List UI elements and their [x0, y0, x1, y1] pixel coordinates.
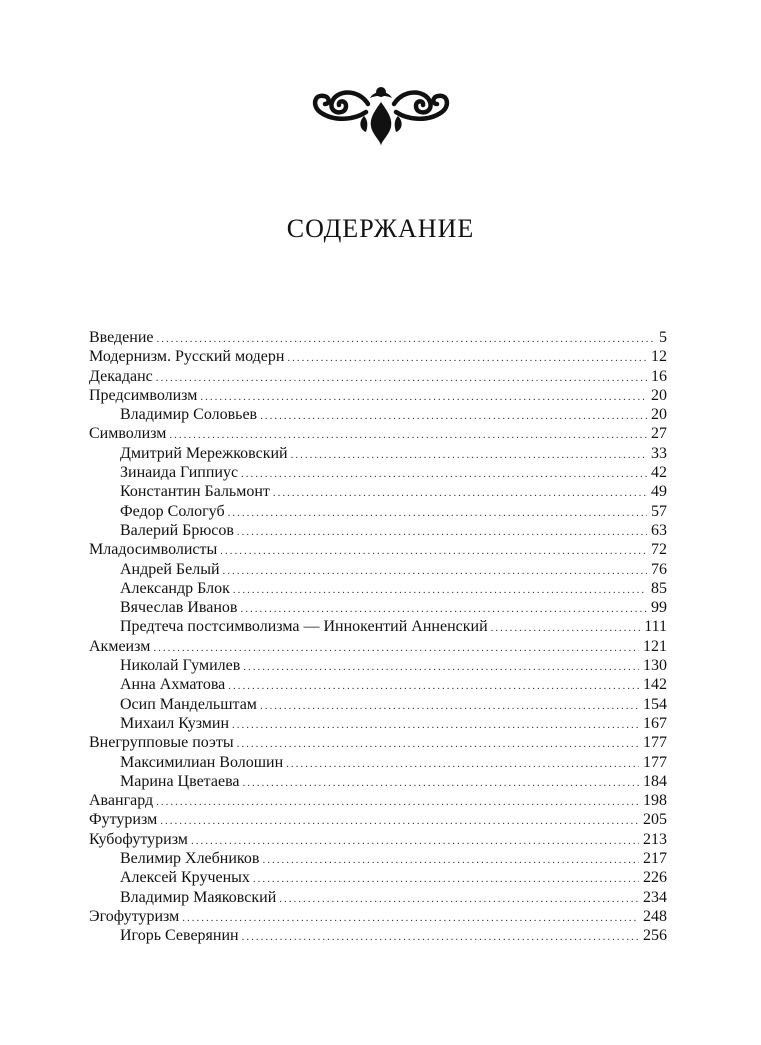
toc-dot-leader	[243, 658, 639, 677]
toc-entry	[89, 521, 667, 540]
toc-entry-page: 226	[643, 869, 667, 887]
toc-entry-title: Владимир Соловьев	[120, 406, 258, 424]
toc-entry-title: Введение	[89, 329, 154, 346]
toc-entry-title: Предтеча постсимволизма — Иннокентий Анненский	[120, 618, 488, 636]
toc-entry-title: Младосимволисты	[89, 541, 218, 559]
toc-entry-title: Предсимволизм	[89, 386, 198, 404]
toc-entry	[89, 714, 667, 733]
toc-entry-page: 42	[651, 464, 667, 482]
toc-entry	[89, 868, 667, 887]
toc-dot-leader	[291, 446, 647, 465]
toc-entry-title: Декаданс	[89, 367, 153, 385]
toc-dot-leader	[287, 349, 647, 368]
toc-entry-title: Вячеслав Иванов	[120, 599, 238, 617]
toc-entry-title: Игорь Северянин	[120, 927, 239, 945]
toc-entry-page: 217	[643, 850, 667, 868]
toc-dot-leader	[182, 909, 639, 928]
toc-entry	[89, 617, 667, 636]
toc-entry	[89, 656, 667, 675]
toc-entry	[89, 540, 667, 559]
toc-entry-page: 256	[643, 927, 667, 945]
toc-dot-leader	[200, 388, 647, 407]
toc-dot-leader	[156, 793, 639, 812]
toc-entry-page: 33	[651, 444, 667, 462]
toc-entry-page: 49	[651, 483, 667, 501]
toc-entry-title: Федор Сологуб	[120, 502, 225, 520]
toc-entry	[89, 424, 667, 443]
toc-dot-leader	[286, 755, 639, 774]
toc-dot-leader	[242, 928, 639, 947]
toc-entry-page: 57	[651, 502, 667, 520]
toc-dot-leader	[241, 465, 647, 484]
toc-entry-page: 63	[651, 521, 667, 539]
toc-entry-title: Валерий Брюсов	[120, 521, 234, 539]
toc-entry-page: 121	[643, 637, 667, 655]
toc-entry-page: 198	[643, 792, 667, 810]
toc-entry	[89, 328, 667, 347]
toc-entry-title: Александр Блок	[120, 579, 230, 597]
toc-entry-title: Акмеизм	[89, 637, 151, 655]
toc-entry-title: Модернизм. Русский модерн	[89, 348, 285, 366]
toc-dot-leader	[237, 735, 639, 754]
toc-entry	[89, 386, 667, 405]
toc-entry-page: 20	[651, 386, 667, 404]
toc-entry-title: Зинаида Гиппиус	[120, 464, 239, 482]
toc-entry-title: Алексей Крученых	[120, 869, 250, 887]
toc-entry-page: 5	[659, 329, 667, 346]
toc-entry	[89, 405, 667, 424]
toc-dot-leader	[232, 716, 639, 735]
toc-entry-page: 234	[643, 888, 667, 906]
toc-dot-leader	[273, 484, 647, 503]
toc-entry-title: Велимир Хлебников	[120, 850, 260, 868]
toc-entry-title: Михаил Кузмин	[120, 714, 230, 732]
toc-entry	[89, 502, 667, 521]
toc-entry-page: 177	[643, 753, 667, 771]
toc-dot-leader	[243, 774, 639, 793]
page-title: СОДЕРЖАНИЕ	[286, 214, 475, 243]
toc-entry-title: Марина Цветаева	[120, 772, 240, 790]
floral-ornament-icon	[306, 82, 456, 148]
toc-entry-title: Константин Бальмонт	[120, 483, 270, 501]
toc-entry-page: 184	[643, 772, 667, 790]
toc-dot-leader	[491, 619, 641, 638]
toc-entry-page: 76	[651, 560, 667, 578]
toc-entry	[89, 598, 667, 617]
toc-dot-leader	[237, 523, 647, 542]
toc-dot-leader	[223, 562, 647, 581]
toc-entry	[89, 907, 667, 926]
toc-entry	[89, 830, 667, 849]
toc-entry	[89, 675, 667, 694]
toc-entry	[89, 926, 667, 945]
table-of-contents	[89, 328, 667, 946]
toc-entry-page: 177	[643, 734, 667, 752]
toc-dot-leader	[260, 407, 647, 426]
toc-entry-title: Эгофутуризм	[89, 907, 180, 925]
toc-entry	[89, 772, 667, 791]
toc-entry-page: 205	[643, 811, 667, 829]
toc-entry-page: 130	[643, 657, 667, 675]
toc-entry	[89, 637, 667, 656]
toc-entry	[89, 695, 667, 714]
toc-entry	[89, 367, 667, 386]
toc-dot-leader	[220, 542, 647, 561]
toc-dot-leader	[228, 504, 647, 523]
toc-entry-title: Внегрупповые поэты	[89, 734, 234, 752]
toc-entry-page: 111	[644, 618, 667, 636]
toc-entry-page: 213	[643, 830, 667, 848]
toc-entry-page: 99	[651, 599, 667, 617]
toc-dot-leader	[279, 890, 639, 909]
toc-entry-page: 72	[651, 541, 667, 559]
toc-entry	[89, 810, 667, 829]
toc-entry-page: 167	[643, 714, 667, 732]
toc-dot-leader	[260, 697, 639, 716]
toc-entry	[89, 463, 667, 482]
toc-entry-title: Анна Ахматова	[120, 676, 226, 694]
toc-entry-title: Футуризм	[89, 811, 158, 829]
toc-entry-title: Владимир Маяковский	[120, 888, 277, 906]
toc-entry-title: Символизм	[89, 425, 167, 443]
toc-entry-page: 12	[651, 348, 667, 366]
toc-dot-leader	[253, 870, 639, 889]
toc-entry-page: 85	[651, 579, 667, 597]
toc-entry-page: 16	[651, 367, 667, 385]
toc-entry	[89, 482, 667, 501]
toc-dot-leader	[228, 677, 639, 696]
toc-entry-page: 142	[643, 676, 667, 694]
toc-entry	[89, 849, 667, 868]
toc-entry	[89, 560, 667, 579]
toc-entry-title: Николай Гумилев	[120, 657, 241, 675]
toc-entry	[89, 579, 667, 598]
toc-entry-title: Андрей Белый	[120, 560, 220, 578]
toc-entry	[89, 791, 667, 810]
toc-entry-page: 248	[643, 907, 667, 925]
toc-entry-title: Максимилиан Волошин	[120, 753, 284, 771]
toc-entry	[89, 753, 667, 772]
toc-entry-page: 27	[651, 425, 667, 443]
toc-entry	[89, 444, 667, 463]
toc-dot-leader	[156, 369, 647, 388]
toc-entry-page: 154	[643, 695, 667, 713]
toc-entry	[89, 347, 667, 366]
toc-entry	[89, 888, 667, 907]
toc-entry-title: Осип Мандельштам	[120, 695, 257, 713]
toc-entry-title: Авангард	[89, 792, 154, 810]
toc-dot-leader	[262, 851, 639, 870]
toc-entry-title: Дмитрий Мережковский	[120, 444, 288, 462]
toc-dot-leader	[233, 581, 647, 600]
toc-entry-title: Кубофутуризм	[89, 830, 188, 848]
toc-dot-leader	[160, 812, 639, 831]
toc-entry-page: 20	[651, 406, 667, 424]
toc-entry	[89, 733, 667, 752]
